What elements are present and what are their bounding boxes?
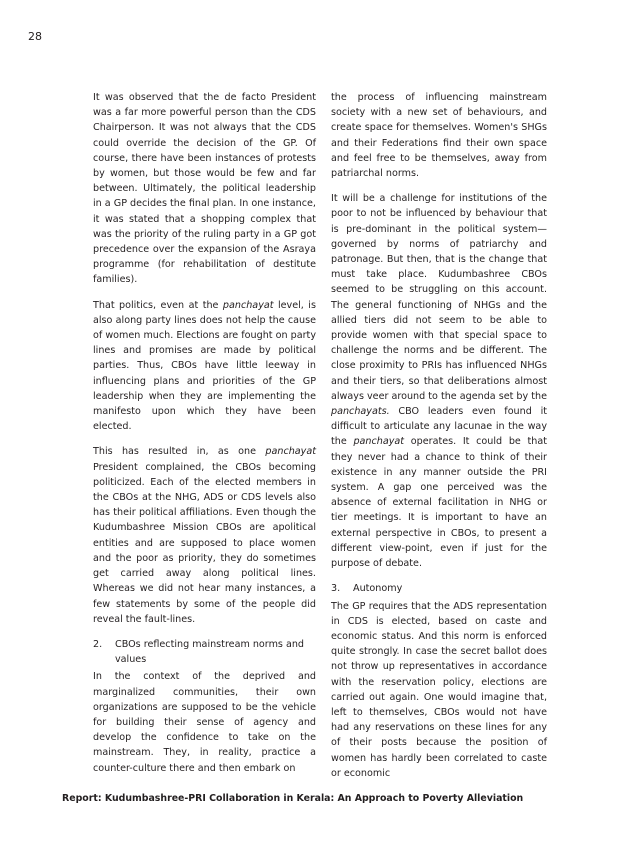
left-paragraph-3 [93, 444, 316, 626]
section-title: Autonomy [353, 583, 403, 595]
text-run: This has resulted in, as one [93, 446, 266, 458]
text-run: President complained, the CBOs becoming politicized. Each of the elected members in the CBOs at the NHG, ADS or CDS levels also has their political affiliations. Even though the Kudumbashree Mission CBOs are apolitical entities and are supposed to place women and the poor as priority, they do sometimes get carried away along political lines. Whereas we did not hear many instances, a few statements by some of the people did reveal the fault-lines. [93, 461, 316, 625]
section-title: CBOs reflecting mainstream norms and values [115, 638, 305, 666]
right-paragraph-3: The GP requires that the ADS representation in CDS is elected, based on caste and economic status. And this norm is enforced quite strongly. In case the secret ballot does not throw up representatives in accordance with the reservation policy, elections are carried out again. One would imagine that, left to themselves, CBOs would not have had any reservations on these lines for any of their posts because the position of women has hardly been correlated to caste or economic [331, 600, 547, 779]
left-column [93, 90, 316, 776]
text-run: That politics, even at the [93, 299, 223, 311]
section-heading-2 [93, 637, 316, 667]
section-heading-3 [331, 581, 547, 596]
italic-term: panchayats. [331, 406, 390, 418]
italic-term: panchayat [265, 446, 316, 458]
right-paragraph-2 [331, 191, 547, 571]
text-run: operates. It could be that they never had a chance to think of their existence in any manner outside the PRI system. A gap one perceived was the absence of external facilitation in NHG or tier meetings. It is important to have an external perspective in CBOs, to present a different view-point, even if just for the purpose of debate. [331, 436, 547, 570]
section-number: 3. [331, 583, 341, 595]
section-number: 2. [93, 638, 103, 650]
report-footer: Report: Kudumbashree-PRI Collaboration in Kerala: An Approach to Poverty Alleviation [62, 793, 524, 804]
text-run: CBO leaders even found it difficult to articulate any lacunae in the way the [331, 406, 547, 448]
italic-term: panchayat [353, 436, 405, 448]
right-column [331, 90, 547, 781]
text-run: level, is also along party lines does not help the cause of women much. Elections are fought on party lines and promises are made by political parties. Thus, CBOs have little leeway in influencing plans and priorities of the GP leadership when they are implementing the manifesto upon which they have been elected. [93, 299, 316, 433]
left-paragraph-4: In the context of the deprived and marginalized communities, their own organizations are supposed to be the vehicle for building their sense of agency and develop the confidence to take on the mainstream. They, in reality, practice a counter-culture there and then embark on [93, 671, 316, 774]
text-run: It will be a challenge for institutions of the poor to not be influenced by behaviour that is pre-dominant in the political system—governed by norms of patriarchy and patronage. But then, that is the change that must take place. Kudumbashree CBOs seemed to be struggling on this account. The general functioning of NHGs and the allied tiers did not seem to be able to provide women with that special space to challenge the norms and be different. The close proximity to PRIs has influenced NHGs and their tiers, so that deliberations almost always veer around to the agenda set by the [331, 193, 547, 402]
italic-term: panchayat [222, 299, 274, 311]
page-number: 28 [28, 30, 42, 43]
left-paragraph-2 [93, 298, 316, 435]
right-paragraph-1: the process of influencing mainstream society with a new set of behaviours, and create space for themselves. Women's SHGs and their Federations find their own space and feel free to be themselves, away from patriarchal norms. [331, 92, 547, 180]
left-paragraph-1: It was observed that the de facto President was a far more powerful person than the CDS Chairperson. It was not always that the CDS could override the decision of the GP. Of course, there have been instances of protests by women, but those would be few and far between. Ultimately, the political leadership in a GP decides the final plan. In one instance, it was stated that a shopping complex that was the priority of the ruling party in a GP got precedence over the expansion of the Asraya programme (for rehabilitation of destitute families). [93, 92, 316, 286]
